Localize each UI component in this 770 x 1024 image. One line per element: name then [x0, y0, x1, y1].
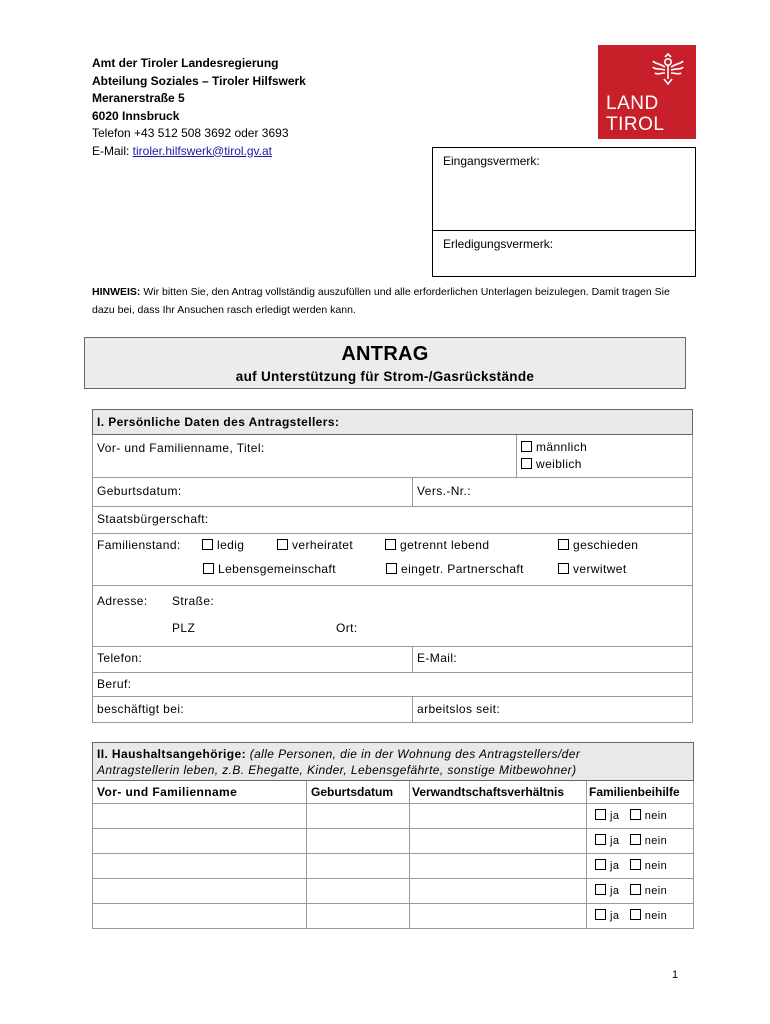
- yes-label: ja: [610, 910, 620, 922]
- gender-female-option[interactable]: [521, 456, 688, 473]
- email-link[interactable]: tiroler.hilfswerk@tirol.gv.at: [132, 143, 273, 158]
- no-label: nein: [644, 810, 668, 822]
- geschieden-label: geschieden: [573, 538, 639, 552]
- marital-status-label: Familienstand:: [97, 538, 181, 552]
- land-tirol-logo: [598, 45, 696, 139]
- female-label: weiblich: [536, 457, 582, 471]
- table-row: [93, 904, 694, 929]
- partnerschaft-checkbox[interactable]: [386, 563, 397, 574]
- yes-label: ja: [610, 810, 620, 822]
- department-name: Abteilung Soziales – Tiroler Hilfswerk: [92, 73, 306, 88]
- street-address: Meranerstraße 5: [92, 91, 185, 105]
- partnerschaft-label: eingetr. Partnerschaft: [401, 562, 524, 576]
- member-relationship-cell[interactable]: [410, 904, 587, 929]
- address-cell: [93, 586, 693, 647]
- email-label: E-Mail:: [92, 143, 133, 158]
- form-title-box: [84, 337, 686, 389]
- street-label: Straße:: [172, 594, 215, 608]
- personal-data-table: [92, 409, 693, 723]
- family-allowance-cell: [587, 854, 694, 879]
- marital-verheiratet-option[interactable]: [277, 538, 353, 552]
- name-field-label: Vor- und Familienname, Titel:: [97, 441, 265, 455]
- zip-label: PLZ: [172, 621, 196, 635]
- insurance-number-label: Vers.-Nr.:: [417, 484, 472, 498]
- member-name-cell[interactable]: [93, 804, 307, 829]
- phone-line: Telefon +43 512 508 3692 oder 3693: [92, 126, 289, 140]
- family-allowance-cell: [587, 879, 694, 904]
- column-header-family-allowance: Familienbeihilfe: [587, 781, 694, 804]
- member-name-cell[interactable]: [93, 879, 307, 904]
- female-checkbox[interactable]: [521, 458, 532, 469]
- employer-field[interactable]: [93, 697, 413, 723]
- hint-label: HINWEIS:: [92, 286, 141, 298]
- no-label: nein: [644, 835, 668, 847]
- member-relationship-cell[interactable]: [410, 879, 587, 904]
- table-row: [93, 879, 694, 904]
- getrennt-label: getrennt lebend: [400, 538, 490, 552]
- verheiratet-label: verheiratet: [292, 538, 354, 552]
- birthdate-label: Geburtsdatum:: [97, 484, 182, 498]
- marital-status-cell: [93, 534, 693, 586]
- insurance-number-field[interactable]: [413, 478, 693, 507]
- member-birthdate-cell[interactable]: [307, 904, 410, 929]
- zip-field[interactable]: [172, 621, 195, 635]
- section2-note-2: Antragstellerin leben, z.B. Ehegatte, Kinder, Lebensgefährte, sonstige Mitbewohner): [97, 763, 577, 777]
- section2-note-1: (alle Personen, die in der Wohnung des Antragstellers/der: [245, 747, 581, 761]
- occupation-label: Beruf:: [97, 677, 132, 691]
- verheiratet-checkbox[interactable]: [277, 539, 288, 550]
- no-label: nein: [644, 860, 668, 872]
- yes-checkbox[interactable]: [595, 909, 606, 920]
- member-birthdate-cell[interactable]: [307, 804, 410, 829]
- column-header-relationship: Verwandtschaftsverhältnis: [410, 781, 587, 804]
- office-stamp-box: [432, 147, 696, 277]
- family-allowance-cell: [587, 804, 694, 829]
- sender-address: [92, 55, 306, 160]
- member-birthdate-cell[interactable]: [307, 829, 410, 854]
- city-field[interactable]: [336, 621, 358, 635]
- tyrolean-eagle-icon: [650, 51, 686, 87]
- section1-heading: I. Persönliche Daten des Antragstellers:: [93, 410, 693, 435]
- office-name: Amt der Tiroler Landesregierung: [92, 56, 279, 70]
- member-birthdate-cell[interactable]: [307, 879, 410, 904]
- gender-male-option[interactable]: [521, 439, 688, 456]
- email-field-label: E-Mail:: [417, 651, 458, 665]
- ledig-checkbox[interactable]: [202, 539, 213, 550]
- yes-checkbox[interactable]: [595, 834, 606, 845]
- no-label: nein: [644, 910, 668, 922]
- verwitwet-checkbox[interactable]: [558, 563, 569, 574]
- page-number: 1: [672, 969, 679, 981]
- ledig-label: ledig: [217, 538, 245, 552]
- logo-text-land: LAND: [606, 93, 659, 114]
- marital-ledig-option[interactable]: [202, 538, 244, 552]
- email-line: [92, 143, 306, 161]
- employer-label: beschäftigt bei:: [97, 702, 185, 716]
- column-header-name: Vor- und Familienname: [93, 781, 307, 804]
- member-relationship-cell[interactable]: [410, 829, 587, 854]
- member-name-cell[interactable]: [93, 904, 307, 929]
- lebensgemeinschaft-label: Lebensgemeinschaft: [218, 562, 336, 576]
- unemployed-since-field[interactable]: [413, 697, 693, 723]
- logo-text-tirol: TIROL: [606, 114, 665, 135]
- member-birthdate-cell[interactable]: [307, 854, 410, 879]
- marital-geschieden-option[interactable]: [558, 538, 638, 552]
- form-subtitle: auf Unterstützung für Strom-/Gasrückstände: [235, 369, 535, 384]
- geschieden-checkbox[interactable]: [558, 539, 569, 550]
- column-header-birthdate: Geburtsdatum: [307, 781, 410, 804]
- marital-partnerschaft-option[interactable]: [386, 562, 524, 576]
- male-checkbox[interactable]: [521, 441, 532, 452]
- stamp-divider: [433, 230, 695, 231]
- table-row: [93, 829, 694, 854]
- yes-checkbox[interactable]: [595, 859, 606, 870]
- phone-field[interactable]: [93, 647, 413, 673]
- yes-label: ja: [610, 860, 620, 872]
- male-label: männlich: [536, 440, 588, 454]
- yes-label: ja: [610, 835, 620, 847]
- no-checkbox[interactable]: [630, 909, 641, 920]
- yes-checkbox[interactable]: [595, 809, 606, 820]
- form-title: ANTRAG: [341, 343, 429, 365]
- no-checkbox[interactable]: [630, 884, 641, 895]
- family-allowance-cell: [587, 904, 694, 929]
- phone-label: Telefon:: [97, 651, 143, 665]
- gender-cell: [517, 435, 693, 478]
- section2-heading-title: II. Haushaltsangehörige:: [97, 747, 246, 761]
- member-name-cell[interactable]: [93, 829, 307, 854]
- family-allowance-cell: [587, 829, 694, 854]
- yes-checkbox[interactable]: [595, 884, 606, 895]
- marital-getrennt-option[interactable]: [385, 538, 489, 552]
- city-label: Ort:: [336, 621, 358, 635]
- citizenship-label: Staatsbürgerschaft:: [97, 512, 209, 526]
- birthdate-field[interactable]: [93, 478, 413, 507]
- citizenship-field[interactable]: [93, 507, 693, 534]
- yes-label: ja: [610, 885, 620, 897]
- occupation-field[interactable]: [93, 673, 693, 697]
- member-relationship-cell[interactable]: [410, 804, 587, 829]
- section2-heading: [93, 743, 694, 781]
- name-field[interactable]: [93, 435, 517, 478]
- hint-text: Wir bitten Sie, den Antrag vollständig auszufüllen und alle erforderlichen Unterlagen beizulegen. Damit tragen Sie dazu bei, dass Ihr Ansuchen rasch erledigt werden kann.: [92, 286, 670, 316]
- received-stamp-label: Eingangsvermerk:: [443, 154, 540, 168]
- table-row: [93, 804, 694, 829]
- table-row: [93, 854, 694, 879]
- marital-verwitwet-option[interactable]: [558, 562, 627, 576]
- lebensgemeinschaft-checkbox[interactable]: [203, 563, 214, 574]
- verwitwet-label: verwitwet: [573, 562, 627, 576]
- completed-stamp-label: Erledigungsvermerk:: [443, 237, 554, 251]
- no-label: nein: [644, 885, 668, 897]
- unemployed-since-label: arbeitslos seit:: [417, 702, 501, 716]
- street-field[interactable]: [172, 594, 214, 608]
- household-members-table: [92, 742, 694, 929]
- address-label: Adresse:: [97, 594, 148, 608]
- member-relationship-cell[interactable]: [410, 854, 587, 879]
- no-checkbox[interactable]: [630, 834, 641, 845]
- hint-paragraph: [92, 283, 692, 319]
- getrennt-checkbox[interactable]: [385, 539, 396, 550]
- email-field[interactable]: [413, 647, 693, 673]
- city-address: 6020 Innsbruck: [92, 108, 180, 123]
- no-checkbox[interactable]: [630, 809, 641, 820]
- marital-lebensgemeinschaft-option[interactable]: [203, 562, 336, 576]
- member-name-cell[interactable]: [93, 854, 307, 879]
- no-checkbox[interactable]: [630, 859, 641, 870]
